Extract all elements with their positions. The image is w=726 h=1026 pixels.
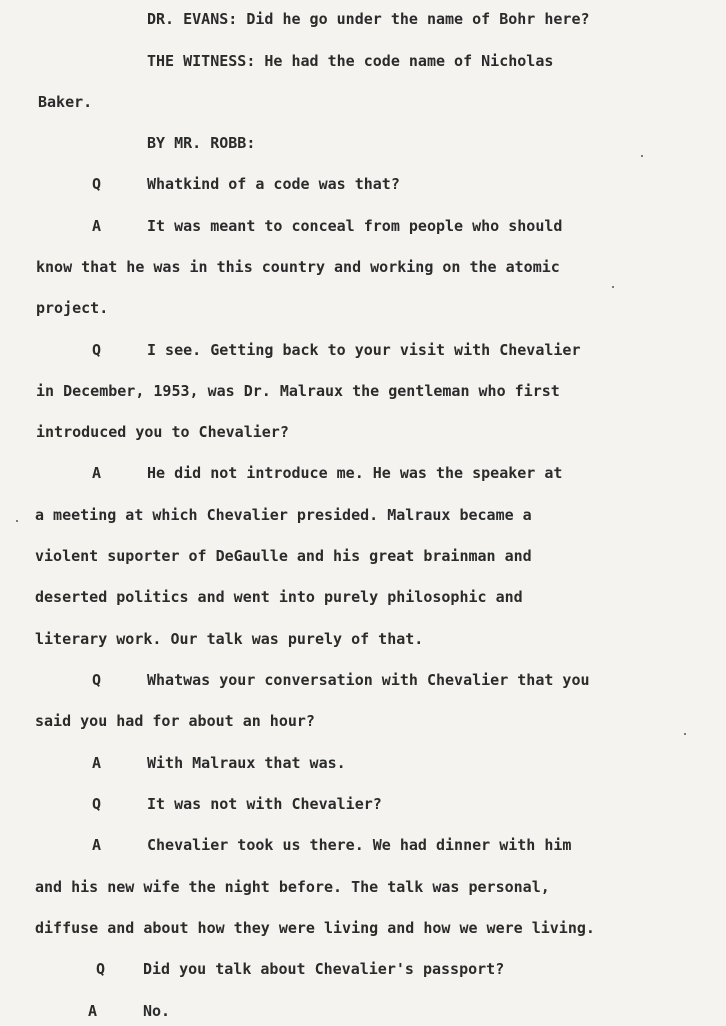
- transcript-line: diffuse and about how they were living and how we were living.: [35, 919, 595, 937]
- transcript-line: deserted politics and went into purely philosophic and: [35, 588, 523, 606]
- transcript-line: BY MR. ROBB:: [147, 134, 256, 152]
- scan-speck: [612, 286, 614, 288]
- transcript-line: THE WITNESS: He had the code name of Nicholas: [147, 52, 554, 70]
- answer-marker: A: [92, 754, 102, 772]
- answer-marker: A: [92, 217, 102, 235]
- transcript-line: Chevalier took us there. We had dinner with him: [147, 836, 572, 854]
- transcript-line: literary work. Our talk was purely of that.: [35, 630, 424, 648]
- transcript-line: Whatwas your conversation with Chevalier that you: [147, 671, 590, 689]
- transcript-line: He did not introduce me. He was the speaker at: [147, 464, 563, 482]
- question-marker: Q: [92, 671, 102, 689]
- transcript-line: project.: [36, 299, 109, 317]
- transcript-line: With Malraux that was.: [147, 754, 346, 772]
- transcript-line: said you had for about an hour?: [35, 712, 315, 730]
- question-marker: Q: [92, 341, 102, 359]
- scan-speck: [16, 520, 18, 522]
- transcript-line: in December, 1953, was Dr. Malraux the gentleman who first: [36, 382, 560, 400]
- transcript-line: know that he was in this country and working on the atomic: [36, 258, 560, 276]
- transcript-line: I see. Getting back to your visit with Chevalier: [147, 341, 581, 359]
- transcript-line: Baker.: [38, 93, 93, 111]
- question-marker: Q: [96, 960, 106, 978]
- transcript-line: Did you talk about Chevalier's passport?: [143, 960, 505, 978]
- transcript-line: introduced you to Chevalier?: [36, 423, 289, 441]
- transcript-line: a meeting at which Chevalier presided. Malraux became a: [35, 506, 532, 524]
- answer-marker: A: [88, 1002, 98, 1020]
- question-marker: Q: [92, 795, 102, 813]
- scan-speck: [641, 155, 643, 157]
- transcript-line: and his new wife the night before. The talk was personal,: [35, 878, 550, 896]
- transcript-line: It was not with Chevalier?: [147, 795, 382, 813]
- transcript-line: Whatkind of a code was that?: [147, 175, 400, 193]
- answer-marker: A: [92, 836, 102, 854]
- transcript-line: It was meant to conceal from people who should: [147, 217, 563, 235]
- scan-speck: [684, 733, 686, 735]
- transcript-line: violent suporter of DeGaulle and his great brainman and: [35, 547, 532, 565]
- transcript-line: DR. EVANS: Did he go under the name of Bohr here?: [147, 10, 590, 28]
- transcript-line: No.: [143, 1002, 171, 1020]
- answer-marker: A: [92, 464, 102, 482]
- question-marker: Q: [92, 175, 102, 193]
